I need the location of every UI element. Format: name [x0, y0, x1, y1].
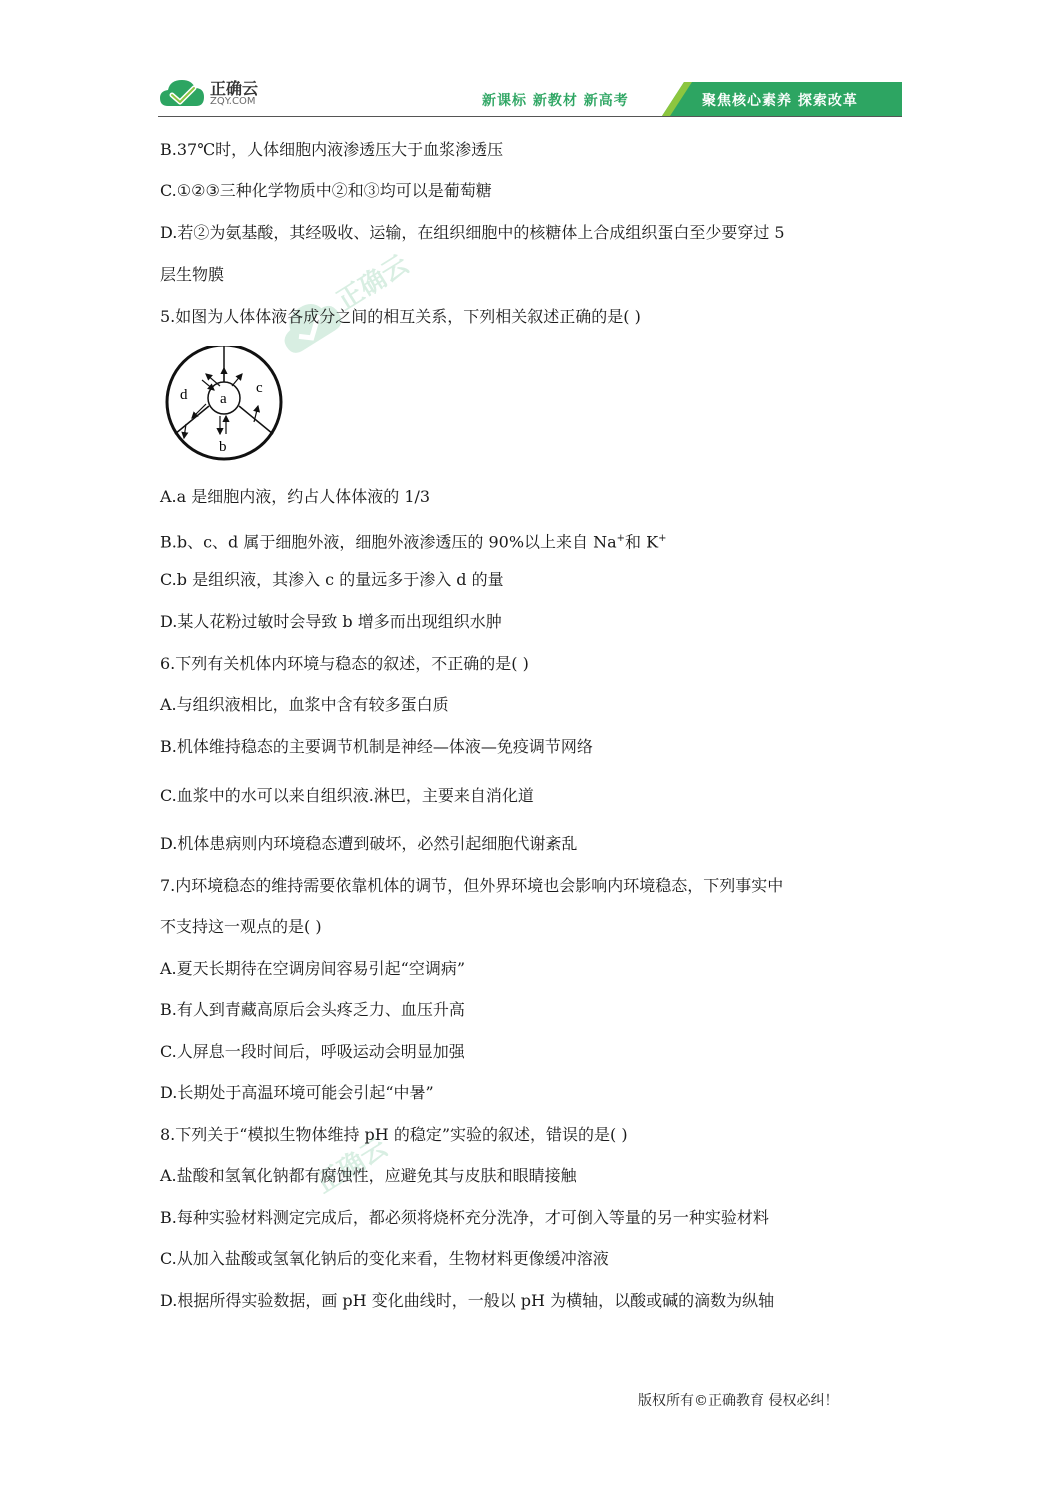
option-4c: C.①②③三种化学物质中②和③均可以是葡萄糖: [160, 181, 492, 200]
diagram-label-a: a: [220, 391, 227, 407]
header-divider: [158, 116, 902, 117]
option-4d-cont: 层生物膜: [160, 265, 225, 284]
question-5: 5.如图为人体体液各成分之间的相互关系，下列相关叙述正确的是( ): [160, 307, 641, 326]
option-5d: D.某人花粉过敏时会导致 b 增多而出现组织水肿: [160, 612, 502, 631]
option-7a: A.夏天长期待在空调房间容易引起“空调病”: [160, 959, 466, 978]
option-4d: D.若②为氨基酸，其经吸收、运输，在组织细胞中的核糖体上合成组织蛋白至少要穿过 5: [160, 223, 785, 242]
copyright-footer: 版权所有©正确教育 侵权必纠！: [638, 1393, 839, 1409]
option-8c: C.从加入盐酸或氢氧化钠后的变化来看，生物材料更像缓冲溶液: [160, 1249, 609, 1268]
option-6b: B.机体维持稳态的主要调节机制是神经—体液—免疫调节网络: [160, 737, 593, 756]
watermark-text: 正确云: [331, 249, 415, 317]
option-5c: C.b 是组织液，其渗入 c 的量远多于渗入 d 的量: [160, 570, 504, 589]
body-fluid-diagram: [162, 346, 286, 462]
watermark-logo-icon: [262, 244, 452, 354]
option-8a: A.盐酸和氢氧化钠都有腐蚀性，应避免其与皮肤和眼睛接触: [160, 1166, 577, 1185]
option-6c: C.血浆中的水可以来自组织液.淋巴，主要来自消化道: [160, 786, 534, 805]
question-7-cont: 不支持这一观点的是( ): [160, 917, 322, 936]
diagram-label-d: d: [180, 387, 188, 403]
option-5b-mid: 和 K: [625, 532, 659, 552]
option-7b: B.有人到青藏高原后会头疼乏力、血压升高: [160, 1000, 465, 1019]
option-4b: B.37℃时，人体细胞内液渗透压大于血浆渗透压: [160, 140, 504, 159]
header-slogan-right: 聚焦核心素养 探索改革: [702, 93, 858, 109]
question-8: 8.下列关于“模拟生物体维持 pH 的稳定”实验的叙述，错误的是( ): [160, 1125, 628, 1144]
option-5b-text: B.b、c、d 属于细胞外液，细胞外液渗透压的 90%以上来自 Na: [160, 532, 617, 552]
question-6: 6.下列有关机体内环境与稳态的叙述，不正确的是( ): [160, 654, 529, 673]
question-7: 7.内环境稳态的维持需要依靠机体的调节，但外界环境也会影响内环境稳态，下列事实中: [160, 876, 784, 895]
option-5b: [160, 528, 666, 553]
option-7c: C.人屏息一段时间后，呼吸运动会明显加强: [160, 1042, 465, 1061]
logo-name: 正确云: [210, 79, 259, 98]
na-superscript: +: [616, 533, 626, 544]
logo-domain: ZQY.COM: [210, 96, 256, 107]
page-header: [158, 72, 902, 118]
option-7d: D.长期处于高温环境可能会引起“中暑”: [160, 1083, 434, 1102]
header-slogan-left: 新课标 新教材 新高考: [482, 93, 629, 109]
diagram-label-c: c: [256, 380, 263, 396]
option-5a: A.a 是细胞内液，约占人体体液的 1/3: [160, 487, 431, 506]
option-8d: D.根据所得实验数据，画 pH 变化曲线时，一般以 pH 为横轴，以酸或碱的滴数为纵轴: [160, 1291, 775, 1310]
option-8b: B.每种实验材料测定完成后，都必须将烧杯充分洗净，才可倒入等量的另一种实验材料: [160, 1208, 769, 1227]
diagram-label-b: b: [219, 439, 227, 455]
watermark-text-2: 正确云: [310, 1132, 393, 1200]
k-superscript: +: [658, 533, 667, 544]
option-6d: D.机体患病则内环境稳态遭到破坏，必然引起细胞代谢紊乱: [160, 834, 578, 853]
option-6a: A.与组织液相比，血浆中含有较多蛋白质: [160, 695, 449, 714]
